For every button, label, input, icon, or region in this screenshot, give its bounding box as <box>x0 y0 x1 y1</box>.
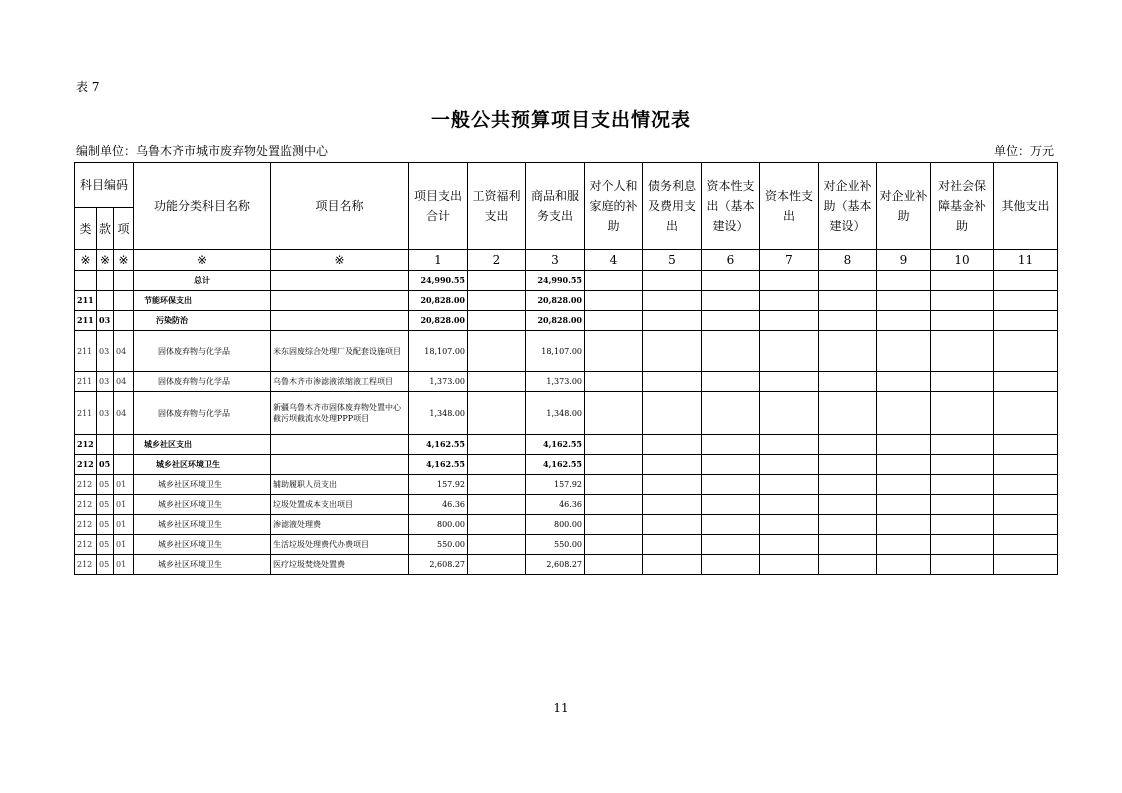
cell-debt <box>643 455 702 475</box>
cell-func-name: 固体废弃物与化学品 <box>134 372 271 392</box>
cell-func-name: 城乡社区支出 <box>134 435 271 455</box>
cell-debt <box>643 331 702 372</box>
cell-goods: 18,107.00 <box>526 331 585 372</box>
cell-project-name <box>271 455 409 475</box>
cell-lei: 211 <box>75 372 97 392</box>
table-row <box>75 555 1058 575</box>
cell-goods: 20,828.00 <box>526 291 585 311</box>
cell-goods: 1,348.00 <box>526 392 585 435</box>
cell-total: 2,608.27 <box>409 555 468 575</box>
cell-goods: 1,373.00 <box>526 372 585 392</box>
cell-total: 4,162.55 <box>409 435 468 455</box>
index-cell: 8 <box>819 250 877 271</box>
cell-enterprise <box>877 535 931 555</box>
cell-enterprise-basic <box>819 435 877 455</box>
cell-salary <box>468 435 526 455</box>
cell-personal <box>585 392 643 435</box>
index-cell: ※ <box>271 250 409 271</box>
cell-xiang: 04 <box>114 392 134 435</box>
cell-capital-basic <box>702 271 760 291</box>
page-title: 一般公共预算项目支出情况表 <box>430 109 691 131</box>
cell-salary <box>468 535 526 555</box>
cell-project-name: 渗滤液处理费 <box>271 515 409 535</box>
index-cell: 5 <box>643 250 702 271</box>
cell-func-name: 总计 <box>134 271 271 291</box>
col-xiang: 项 <box>114 208 134 250</box>
index-cell: 9 <box>877 250 931 271</box>
cell-lei: 212 <box>75 475 97 495</box>
cell-goods: 24,990.55 <box>526 271 585 291</box>
index-row <box>75 250 1058 271</box>
cell-kuan: 05 <box>97 455 114 475</box>
cell-capital <box>760 372 819 392</box>
cell-personal <box>585 271 643 291</box>
cell-capital <box>760 475 819 495</box>
col-kuan: 款 <box>97 208 114 250</box>
cell-salary <box>468 291 526 311</box>
cell-personal <box>585 535 643 555</box>
cell-kuan: 05 <box>97 475 114 495</box>
cell-other <box>994 435 1058 455</box>
index-cell: ※ <box>75 250 97 271</box>
cell-func-name: 污染防治 <box>134 311 271 331</box>
cell-salary <box>468 372 526 392</box>
cell-personal <box>585 311 643 331</box>
cell-enterprise-basic <box>819 331 877 372</box>
cell-total: 20,828.00 <box>409 311 468 331</box>
col-goods: 商品和服务支出 <box>526 163 585 250</box>
cell-total: 24,990.55 <box>409 271 468 291</box>
col-code-group: 科目编码 <box>75 163 134 208</box>
cell-debt <box>643 515 702 535</box>
cell-project-name <box>271 291 409 311</box>
cell-salary <box>468 475 526 495</box>
cell-enterprise-basic <box>819 495 877 515</box>
cell-kuan: 03 <box>97 392 114 435</box>
cell-project-name <box>271 271 409 291</box>
cell-func-name: 城乡社区环境卫生 <box>134 475 271 495</box>
cell-enterprise <box>877 435 931 455</box>
cell-other <box>994 331 1058 372</box>
cell-other <box>994 515 1058 535</box>
page-number: 11 <box>553 701 569 715</box>
cell-xiang: 01 <box>114 495 134 515</box>
table-row <box>75 271 1058 291</box>
cell-capital <box>760 271 819 291</box>
cell-social <box>931 311 994 331</box>
cell-lei: 212 <box>75 435 97 455</box>
table-row <box>75 515 1058 535</box>
cell-total: 46.36 <box>409 495 468 515</box>
cell-func-name: 固体废弃物与化学品 <box>134 392 271 435</box>
cell-capital-basic <box>702 555 760 575</box>
index-cell: 1 <box>409 250 468 271</box>
cell-capital-basic <box>702 331 760 372</box>
currency-unit: 单位：万元 <box>993 144 1054 158</box>
cell-func-name: 城乡社区环境卫生 <box>134 535 271 555</box>
cell-enterprise <box>877 291 931 311</box>
index-cell: 2 <box>468 250 526 271</box>
cell-project-name: 医疗垃圾焚烧处置费 <box>271 555 409 575</box>
cell-xiang <box>114 291 134 311</box>
cell-project-name: 辅助履职人员支出 <box>271 475 409 495</box>
compiling-unit: 编制单位：乌鲁木齐市城市废弃物处置监测中心 <box>76 144 329 158</box>
cell-salary <box>468 331 526 372</box>
cell-other <box>994 535 1058 555</box>
cell-enterprise <box>877 515 931 535</box>
cell-other <box>994 495 1058 515</box>
cell-project-name: 乌鲁木齐市渗滤液浓缩液工程项目 <box>271 372 409 392</box>
cell-capital <box>760 435 819 455</box>
col-func-name: 功能分类科目名称 <box>134 163 271 250</box>
index-cell: 7 <box>760 250 819 271</box>
cell-personal <box>585 455 643 475</box>
cell-social <box>931 495 994 515</box>
cell-xiang: 04 <box>114 372 134 392</box>
cell-capital <box>760 535 819 555</box>
cell-xiang: 01 <box>114 475 134 495</box>
cell-social <box>931 435 994 455</box>
col-debt: 债务利息及费用支出 <box>643 163 702 250</box>
cell-total: 800.00 <box>409 515 468 535</box>
col-salary: 工资福利支出 <box>468 163 526 250</box>
cell-social <box>931 515 994 535</box>
cell-personal <box>585 555 643 575</box>
cell-capital-basic <box>702 475 760 495</box>
index-cell: 6 <box>702 250 760 271</box>
cell-kuan: 05 <box>97 495 114 515</box>
cell-capital <box>760 515 819 535</box>
index-cell: 11 <box>994 250 1058 271</box>
cell-lei <box>75 271 97 291</box>
cell-personal <box>585 331 643 372</box>
table-row <box>75 311 1058 331</box>
cell-goods: 46.36 <box>526 495 585 515</box>
cell-salary <box>468 515 526 535</box>
cell-enterprise <box>877 475 931 495</box>
cell-personal <box>585 291 643 311</box>
table-row <box>75 291 1058 311</box>
cell-goods: 550.00 <box>526 535 585 555</box>
cell-total: 1,348.00 <box>409 392 468 435</box>
cell-xiang <box>114 435 134 455</box>
cell-xiang: 04 <box>114 331 134 372</box>
budget-table <box>74 162 1058 575</box>
cell-other <box>994 475 1058 495</box>
cell-capital <box>760 555 819 575</box>
cell-project-name: 米东固废综合处理厂及配套设施项目 <box>271 331 409 372</box>
table-row <box>75 392 1058 435</box>
col-lei: 类 <box>75 208 97 250</box>
cell-goods: 20,828.00 <box>526 311 585 331</box>
cell-debt <box>643 392 702 435</box>
cell-kuan: 03 <box>97 372 114 392</box>
cell-lei: 212 <box>75 515 97 535</box>
table-row <box>75 455 1058 475</box>
cell-func-name: 城乡社区环境卫生 <box>134 495 271 515</box>
cell-enterprise <box>877 271 931 291</box>
cell-kuan <box>97 435 114 455</box>
cell-social <box>931 455 994 475</box>
cell-goods: 157.92 <box>526 475 585 495</box>
cell-enterprise <box>877 311 931 331</box>
cell-total: 550.00 <box>409 535 468 555</box>
cell-debt <box>643 271 702 291</box>
cell-func-name: 城乡社区环境卫生 <box>134 515 271 535</box>
cell-func-name: 节能环保支出 <box>134 291 271 311</box>
cell-personal <box>585 515 643 535</box>
cell-capital-basic <box>702 372 760 392</box>
cell-social <box>931 291 994 311</box>
cell-total: 18,107.00 <box>409 331 468 372</box>
cell-salary <box>468 495 526 515</box>
cell-capital <box>760 311 819 331</box>
index-cell: ※ <box>97 250 114 271</box>
cell-lei: 211 <box>75 291 97 311</box>
cell-total: 4,162.55 <box>409 455 468 475</box>
cell-salary <box>468 271 526 291</box>
cell-enterprise-basic <box>819 392 877 435</box>
cell-salary <box>468 555 526 575</box>
cell-lei: 212 <box>75 535 97 555</box>
cell-project-name <box>271 311 409 331</box>
cell-enterprise <box>877 331 931 372</box>
table-number: 表 7 <box>76 80 100 94</box>
index-cell: 10 <box>931 250 994 271</box>
cell-kuan: 03 <box>97 311 114 331</box>
cell-project-name: 新疆乌鲁木齐市固体废弃物处置中心截污坝截流水处理PPP项目 <box>271 392 409 435</box>
cell-lei: 211 <box>75 311 97 331</box>
cell-enterprise <box>877 495 931 515</box>
cell-social <box>931 475 994 495</box>
cell-social <box>931 555 994 575</box>
cell-other <box>994 271 1058 291</box>
table-row <box>75 495 1058 515</box>
cell-capital <box>760 291 819 311</box>
cell-project-name <box>271 435 409 455</box>
cell-project-name: 生活垃圾处理费代办费项目 <box>271 535 409 555</box>
table-row <box>75 435 1058 455</box>
cell-func-name: 城乡社区环境卫生 <box>134 455 271 475</box>
cell-debt <box>643 311 702 331</box>
col-other: 其他支出 <box>994 163 1058 250</box>
cell-personal <box>585 475 643 495</box>
cell-social <box>931 392 994 435</box>
cell-total: 157.92 <box>409 475 468 495</box>
col-enterprise: 对企业补助 <box>877 163 931 250</box>
cell-kuan <box>97 291 114 311</box>
cell-xiang: 01 <box>114 515 134 535</box>
cell-debt <box>643 372 702 392</box>
cell-debt <box>643 475 702 495</box>
header-row <box>75 163 1058 208</box>
cell-debt <box>643 435 702 455</box>
cell-social <box>931 535 994 555</box>
cell-other <box>994 392 1058 435</box>
cell-capital-basic <box>702 435 760 455</box>
cell-xiang <box>114 271 134 291</box>
cell-lei: 211 <box>75 392 97 435</box>
cell-kuan: 05 <box>97 555 114 575</box>
cell-capital <box>760 331 819 372</box>
cell-other <box>994 291 1058 311</box>
cell-func-name: 固体废弃物与化学品 <box>134 331 271 372</box>
table-row <box>75 475 1058 495</box>
cell-kuan: 05 <box>97 535 114 555</box>
cell-enterprise-basic <box>819 535 877 555</box>
cell-kuan: 05 <box>97 515 114 535</box>
cell-personal <box>585 372 643 392</box>
cell-capital-basic <box>702 535 760 555</box>
cell-personal <box>585 435 643 455</box>
cell-kuan: 03 <box>97 331 114 372</box>
cell-enterprise <box>877 555 931 575</box>
cell-other <box>994 372 1058 392</box>
cell-enterprise-basic <box>819 311 877 331</box>
cell-salary <box>468 392 526 435</box>
table-row <box>75 331 1058 372</box>
cell-capital-basic <box>702 515 760 535</box>
cell-social <box>931 331 994 372</box>
cell-func-name: 城乡社区环境卫生 <box>134 555 271 575</box>
col-project-name: 项目名称 <box>271 163 409 250</box>
col-personal: 对个人和家庭的补助 <box>585 163 643 250</box>
cell-capital <box>760 392 819 435</box>
cell-xiang <box>114 455 134 475</box>
table-row <box>75 372 1058 392</box>
cell-enterprise-basic <box>819 372 877 392</box>
cell-enterprise-basic <box>819 555 877 575</box>
col-capital: 资本性支出 <box>760 163 819 250</box>
col-social: 对社会保障基金补助 <box>931 163 994 250</box>
cell-lei: 212 <box>75 455 97 475</box>
col-total: 项目支出合计 <box>409 163 468 250</box>
cell-enterprise-basic <box>819 515 877 535</box>
index-cell: ※ <box>114 250 134 271</box>
index-cell: 4 <box>585 250 643 271</box>
cell-capital-basic <box>702 392 760 435</box>
cell-lei: 212 <box>75 555 97 575</box>
cell-xiang: 01 <box>114 555 134 575</box>
cell-capital-basic <box>702 495 760 515</box>
cell-other <box>994 311 1058 331</box>
cell-salary <box>468 311 526 331</box>
cell-xiang: 01 <box>114 535 134 555</box>
cell-social <box>931 372 994 392</box>
cell-enterprise <box>877 372 931 392</box>
index-cell: 3 <box>526 250 585 271</box>
table-row <box>75 535 1058 555</box>
cell-debt <box>643 291 702 311</box>
cell-enterprise-basic <box>819 291 877 311</box>
col-capital-basic: 资本性支出（基本建设） <box>702 163 760 250</box>
cell-capital <box>760 455 819 475</box>
cell-debt <box>643 535 702 555</box>
col-enterprise-basic: 对企业补助（基本建设） <box>819 163 877 250</box>
cell-goods: 4,162.55 <box>526 435 585 455</box>
cell-capital-basic <box>702 291 760 311</box>
cell-project-name: 垃圾处置成本支出项目 <box>271 495 409 515</box>
cell-other <box>994 455 1058 475</box>
cell-capital-basic <box>702 311 760 331</box>
cell-social <box>931 271 994 291</box>
cell-goods: 800.00 <box>526 515 585 535</box>
index-cell: ※ <box>134 250 271 271</box>
cell-enterprise <box>877 455 931 475</box>
cell-xiang <box>114 311 134 331</box>
cell-capital <box>760 495 819 515</box>
cell-other <box>994 555 1058 575</box>
cell-lei: 212 <box>75 495 97 515</box>
cell-enterprise <box>877 392 931 435</box>
cell-enterprise-basic <box>819 475 877 495</box>
cell-kuan <box>97 271 114 291</box>
cell-capital-basic <box>702 455 760 475</box>
cell-goods: 2,608.27 <box>526 555 585 575</box>
cell-enterprise-basic <box>819 455 877 475</box>
cell-debt <box>643 555 702 575</box>
cell-salary <box>468 455 526 475</box>
cell-total: 1,373.00 <box>409 372 468 392</box>
cell-enterprise-basic <box>819 271 877 291</box>
cell-goods: 4,162.55 <box>526 455 585 475</box>
cell-total: 20,828.00 <box>409 291 468 311</box>
cell-debt <box>643 495 702 515</box>
cell-lei: 211 <box>75 331 97 372</box>
cell-personal <box>585 495 643 515</box>
